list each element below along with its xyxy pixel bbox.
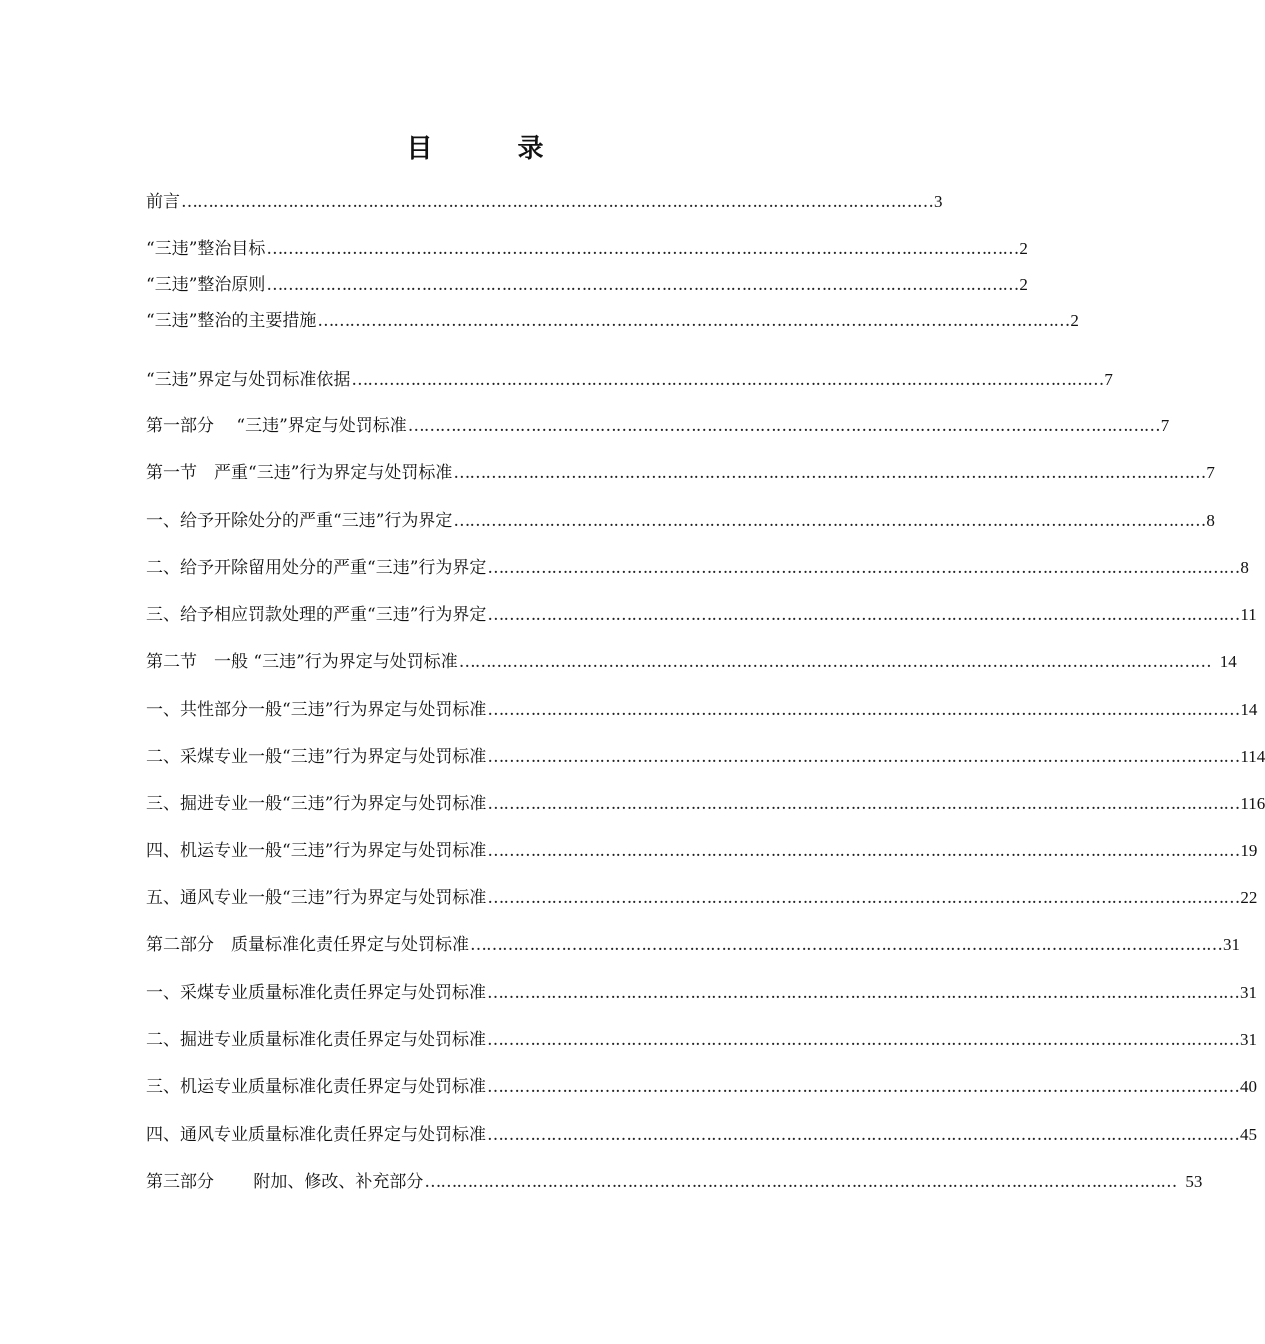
- leader-dots: ……………………………………………………………………………………………………………………………: [266, 275, 1019, 295]
- leader-dots: ……………………………………………………………………………………………………………………………: [424, 1172, 1177, 1192]
- toc-entry-page: 116: [1240, 794, 1265, 813]
- toc-entry-page: 8: [1240, 558, 1249, 577]
- toc-entry[interactable]: [146, 1072, 1257, 1097]
- leader-dots: ……………………………………………………………………………………………………………………………: [487, 1077, 1239, 1097]
- toc-entry-label: 第三部分 附加、修改、补充部分: [146, 1172, 424, 1192]
- toc-entry[interactable]: [146, 978, 1257, 1003]
- leader-dots: ……………………………………………………………………………………………………………………………: [317, 311, 1070, 331]
- toc-entry[interactable]: [146, 1120, 1257, 1145]
- leader-dots: ……………………………………………………………………………………………………………………………: [266, 239, 1019, 259]
- toc-title: 目 录: [406, 134, 582, 164]
- toc-entry-page: 22: [1240, 888, 1258, 907]
- leader-dots: ……………………………………………………………………………………………………………………………: [407, 416, 1160, 436]
- toc-entry-page: 14: [1240, 700, 1258, 719]
- leader-dots: ……………………………………………………………………………………………………………………………: [487, 841, 1240, 861]
- toc-entry-label: “三违”整治的主要措施: [146, 311, 317, 331]
- toc-entry-page: 2: [1070, 311, 1079, 330]
- leader-dots: ……………………………………………………………………………………………………………………………: [458, 652, 1211, 672]
- leader-dots: ……………………………………………………………………………………………………………………………: [487, 888, 1240, 908]
- toc-entry-page: 19: [1240, 841, 1258, 860]
- toc-entry[interactable]: [146, 742, 1265, 767]
- leader-dots: ……………………………………………………………………………………………………………………………: [487, 700, 1240, 720]
- toc-entry-page: 31: [1240, 1030, 1257, 1049]
- toc-entry-label: 一、采煤专业质量标准化责任界定与处罚标准: [146, 983, 486, 1003]
- toc-entry-label: 二、采煤专业一般“三违”行为界定与处罚标准: [146, 747, 487, 767]
- toc-entry[interactable]: [146, 695, 1258, 720]
- toc-entry[interactable]: [146, 306, 1079, 331]
- toc-entry-page: 14: [1219, 652, 1237, 671]
- toc-entry-label: 三、掘进专业一般“三违”行为界定与处罚标准: [146, 794, 487, 814]
- toc-entry-page: 40: [1240, 1077, 1257, 1096]
- toc-entry[interactable]: [146, 647, 1237, 672]
- leader-dots: ……………………………………………………………………………………………………………………………: [487, 1030, 1239, 1050]
- toc-entry-label: 四、机运专业一般“三违”行为界定与处罚标准: [146, 841, 487, 861]
- toc-entry[interactable]: [146, 506, 1215, 531]
- toc-entry-page: 7: [1104, 370, 1113, 389]
- toc-entry[interactable]: [146, 411, 1170, 436]
- toc-entry-page: 7: [1160, 416, 1170, 435]
- leader-dots: ……………………………………………………………………………………………………………………………: [487, 558, 1240, 578]
- toc-entry[interactable]: [146, 1167, 1203, 1192]
- toc-entry[interactable]: [146, 883, 1258, 908]
- toc-entry-page: 2: [1019, 239, 1028, 258]
- toc-entry-page: 31: [1223, 935, 1240, 954]
- toc-entry-label: 二、掘进专业质量标准化责任界定与处罚标准: [146, 1030, 486, 1050]
- leader-dots: ……………………………………………………………………………………………………………………………: [453, 511, 1206, 531]
- toc-entry[interactable]: [146, 789, 1265, 814]
- toc-entry[interactable]: [146, 458, 1215, 483]
- toc-entry[interactable]: [146, 365, 1113, 390]
- toc-entry-label: 二、给予开除留用处分的严重“三违”行为界定: [146, 558, 487, 578]
- toc-entry-page: 11: [1240, 605, 1257, 624]
- toc-entry-label: “三违”界定与处罚标准依据: [146, 370, 351, 390]
- toc-entry-label: 第一节 严重“三违”行为界定与处罚标准: [146, 463, 453, 483]
- leader-dots: ……………………………………………………………………………………………………………………………: [453, 463, 1206, 483]
- toc-entry-label: 第二节 一般 “三违”行为界定与处罚标准: [146, 652, 458, 672]
- leader-dots: ……………………………………………………………………………………………………………………………: [181, 192, 933, 212]
- toc-entry[interactable]: [146, 270, 1028, 295]
- toc-entry[interactable]: [146, 187, 943, 212]
- toc-entry[interactable]: [146, 553, 1249, 578]
- toc-entry[interactable]: [146, 234, 1028, 259]
- leader-dots: ……………………………………………………………………………………………………………………………: [487, 794, 1240, 814]
- toc-entry-label: 前言: [146, 192, 180, 212]
- leader-dots: ……………………………………………………………………………………………………………………………: [487, 1125, 1239, 1145]
- leader-dots: ……………………………………………………………………………………………………………………………: [351, 370, 1104, 390]
- toc-entry-label: “三违”整治目标: [146, 239, 266, 259]
- toc-entry-label: 三、给予相应罚款处理的严重“三违”行为界定: [146, 605, 487, 625]
- toc-entry-label: 一、给予开除处分的严重“三违”行为界定: [146, 511, 453, 531]
- toc-entry-label: 五、通风专业一般“三违”行为界定与处罚标准: [146, 888, 487, 908]
- toc-entry-label: 一、共性部分一般“三违”行为界定与处罚标准: [146, 700, 487, 720]
- toc-entry-label: “三违”整治原则: [146, 275, 266, 295]
- leader-dots: ……………………………………………………………………………………………………………………………: [487, 605, 1240, 625]
- toc-entry[interactable]: [146, 836, 1258, 861]
- toc-entry-label: 第二部分 质量标准化责任界定与处罚标准: [146, 935, 469, 955]
- toc-entry-page: 114: [1240, 747, 1265, 766]
- toc-entry[interactable]: [146, 1025, 1257, 1050]
- leader-dots: ……………………………………………………………………………………………………………………………: [487, 983, 1239, 1003]
- toc-entry-label: 四、通风专业质量标准化责任界定与处罚标准: [146, 1125, 486, 1145]
- toc-entry[interactable]: [146, 600, 1257, 625]
- leader-dots: ……………………………………………………………………………………………………………………………: [487, 747, 1240, 767]
- toc-entry-page: 45: [1240, 1125, 1257, 1144]
- toc-entry-page: 2: [1019, 275, 1028, 294]
- toc-entry-page: 31: [1240, 983, 1257, 1002]
- toc-entry-page: 53: [1185, 1172, 1203, 1191]
- toc-entry[interactable]: [146, 930, 1240, 955]
- toc-entry-label: 第一部分 “三违”界定与处罚标准: [146, 416, 407, 436]
- toc-entry-page: 7: [1206, 463, 1215, 482]
- toc-entry-page: 3: [934, 192, 943, 211]
- toc-entry-page: 8: [1206, 511, 1215, 530]
- leader-dots: ……………………………………………………………………………………………………………………………: [470, 935, 1222, 955]
- toc-entry-label: 三、机运专业质量标准化责任界定与处罚标准: [146, 1077, 486, 1097]
